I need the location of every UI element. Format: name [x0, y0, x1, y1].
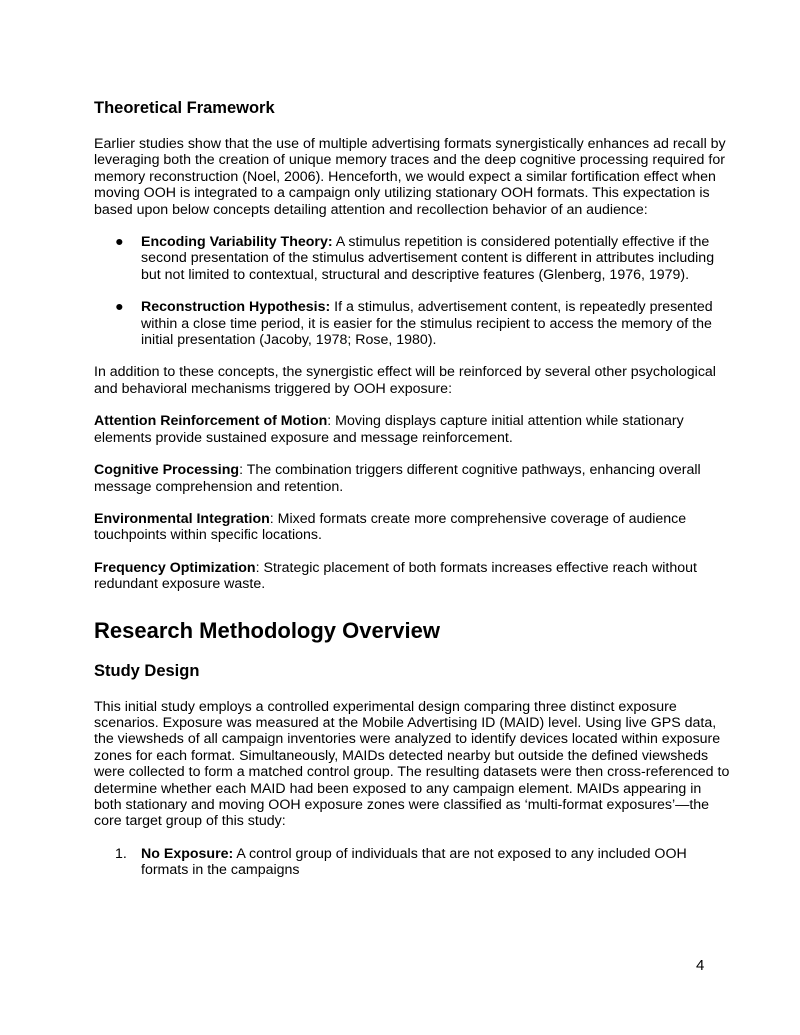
mechanism-text: : Strategic placement of both formats increases effective reach without redundant exposure waste. — [94, 559, 697, 593]
mechanism-term: Attention Reinforcement of Motion — [94, 413, 328, 430]
bullet-term: Encoding Variability Theory: — [141, 234, 333, 251]
bullet-marker: ● — [115, 299, 124, 316]
list-text: A control group of individuals that are not exposed to any included OOH formats in the campaigns — [141, 845, 687, 879]
mechanism-attention-reinforcement — [94, 413, 730, 446]
page-number: 4 — [696, 957, 705, 974]
bridge-paragraph: In addition to these concepts, the synergistic effect will be reinforced by several other psychological and behavioral mechanisms triggered by OOH exposure: — [94, 364, 716, 397]
concept-bullet-list — [94, 234, 730, 348]
bullet-text: If a stimulus, advertisement content, is repeatedly presented within a close time period, it is easier for the stimulus recipient to access the memory of the initial presentation (Jacoby, 1978; Rose, 1980). — [141, 299, 713, 349]
mechanism-term: Frequency Optimization — [94, 559, 256, 576]
section-heading-theoretical-framework: Theoretical Framework — [94, 99, 275, 117]
mechanism-text: : Mixed formats create more comprehensive coverage of audience touchpoints within specific locations. — [94, 510, 687, 544]
exposure-group-list — [94, 846, 730, 879]
mechanism-frequency-optimization — [94, 560, 730, 593]
mechanism-text: : Moving displays capture initial attention while stationary elements provide sustained exposure and message reinforcement. — [94, 413, 684, 446]
subsection-heading-study-design: Study Design — [94, 661, 200, 680]
bullet-term: Reconstruction Hypothesis: — [141, 299, 331, 316]
document-page — [94, 98, 730, 879]
bullet-text: A stimulus repetition is considered potentially effective if the second presentation of the stimulus advertisement content is different in attributes including but not limited to contextual, structural and descriptive features (Glenberg, 1976, 1979). — [141, 234, 715, 283]
list-item-no-exposure — [94, 846, 730, 879]
mechanism-environmental-integration — [94, 511, 730, 544]
bullet-marker: ● — [115, 234, 124, 251]
bullet-item-encoding-variability — [94, 234, 730, 283]
mechanism-cognitive-processing — [94, 462, 730, 495]
intro-paragraph: Earlier studies show that the use of multiple advertising formats synergistically enhances ad recall by leveraging both the creation of unique memory traces and the deep cognitive processing required for memory reconstruction (Noel, 2006). Henceforth, we would expect a similar fortification effect when moving OOH is integrated to a campaign only utilizing stationary OOH formats. This expectation is based upon below concepts detailing attention and recollection behavior of an audience: — [94, 136, 726, 218]
section-heading-research-methodology: Research Methodology Overview — [94, 617, 440, 643]
list-number: 1. — [115, 845, 127, 862]
list-term: No Exposure: — [141, 845, 234, 862]
mechanism-text: : The combination triggers different cognitive pathways, enhancing overall message comprehension and retention. — [94, 462, 701, 495]
mechanism-term: Cognitive Processing — [94, 462, 240, 479]
bullet-item-reconstruction-hypothesis — [94, 299, 730, 348]
mechanism-term: Environmental Integration — [94, 510, 270, 527]
study-design-paragraph: This initial study employs a controlled experimental design comparing three distinct exposure scenarios. Exposure was measured at the Mobile Advertising ID (MAID) level. Using live GPS data, the viewsheds of all campaign inventories were analyzed to identify devices located within exposure zones for each format. Simultaneously, MAIDs detected nearby but outside the defined viewsheds were collected to form a matched control group. The resulting datasets were then cross-referenced to determine whether each MAID had been exposed to any campaign element. MAIDs appearing in both stationary and moving OOH exposure zones were classified as ‘multi-format exposures’—the core target group of this study: — [94, 698, 730, 830]
